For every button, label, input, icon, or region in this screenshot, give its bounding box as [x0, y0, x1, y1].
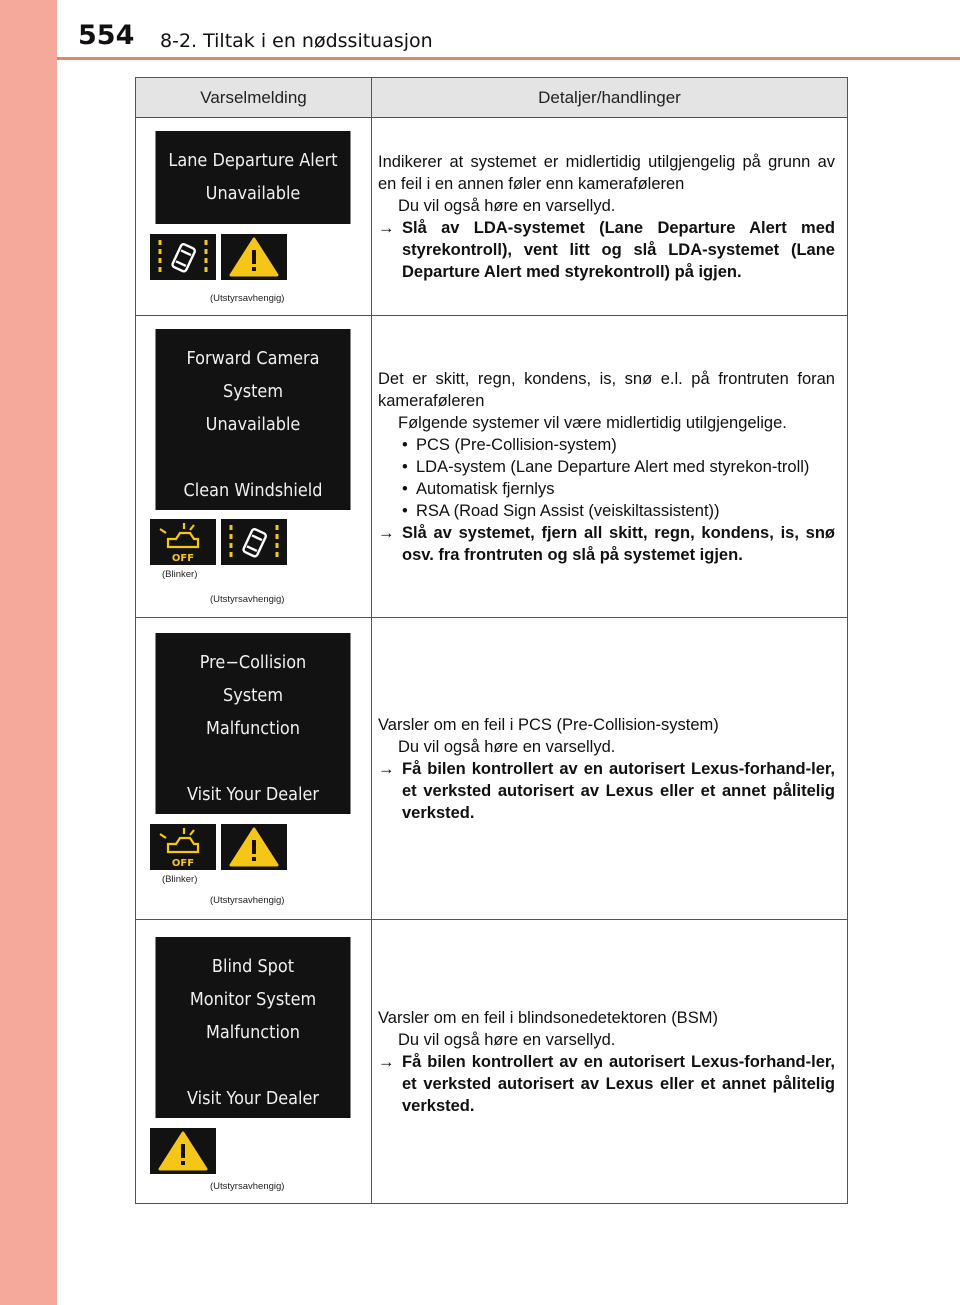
- details-text: Det er skitt, regn, kondens, is, snø e.l. på frontruten foran kameraføleren: [378, 369, 835, 410]
- page-side-band: [0, 0, 57, 1305]
- table-header-row: [136, 78, 848, 118]
- section-title: 8-2. Tiltak i en nødssituasjon: [160, 30, 433, 52]
- warning-image-cell: [136, 618, 372, 920]
- details-subtext: Du vil også høre en varsellyd.: [398, 196, 616, 215]
- action-text: → Slå av LDA-systemet (Lane Departure Alert med styrekontroll), vent litt og slå LDA-systemet (Lane Departure Alert med styrekontroll) på igjen.: [378, 218, 835, 281]
- arrow-icon: →: [378, 759, 395, 778]
- caption-equipment: (Utstyrsavhengig): [210, 293, 285, 304]
- warning-details-cell: [372, 920, 848, 1204]
- warning-details-cell: [372, 618, 848, 920]
- warning-image-cell: [136, 920, 372, 1204]
- warning-details-cell: [372, 118, 848, 316]
- caption-equipment: (Utstyrsavhengig): [210, 895, 285, 906]
- svg-text:OFF: OFF: [171, 858, 195, 869]
- caption-blinking: (Blinker): [162, 874, 198, 885]
- caption-blinking: (Blinker): [162, 569, 198, 580]
- arrow-icon: →: [378, 218, 395, 237]
- list-item: • LDA-system (Lane Departure Alert med styrekon-troll): [378, 456, 835, 478]
- display-message: Pre−Collision System Malfunction Visit Your Dealer: [155, 633, 350, 814]
- details-text: Indikerer at systemet er midlertidig utilgjengelig på grunn av en feil i en annen føler enn kameraføleren: [378, 152, 835, 193]
- table-row: [136, 118, 848, 316]
- header-rule: [57, 57, 960, 60]
- column-header-details: Detaljer/handlinger: [372, 78, 848, 118]
- action-text: → Få bilen kontrollert av en autorisert Lexus-forhand-ler, et verksted autorisert av Lexus eller et annet pålitelig verksted.: [378, 759, 835, 822]
- pcs-off-icon: [150, 519, 216, 565]
- lane-departure-icon: [150, 234, 216, 280]
- warning-image-cell: [136, 118, 372, 316]
- warning-triangle-icon: [221, 234, 287, 280]
- list-item: • RSA (Road Sign Assist (veiskiltassistent)): [378, 500, 835, 522]
- details-subtext: Du vil også høre en varsellyd.: [398, 1030, 616, 1049]
- warning-image-cell: [136, 316, 372, 618]
- display-message: Forward Camera System Unavailable Clean Windshield: [155, 329, 350, 510]
- table-row: [136, 920, 848, 1204]
- details-text: Varsler om en feil i blindsonedetektoren (BSM): [378, 1008, 718, 1027]
- arrow-icon: →: [378, 1052, 395, 1071]
- action-text: → Slå av systemet, fjern all skitt, regn, kondens, is, snø osv. fra frontruten og slå på systemet igjen.: [378, 523, 835, 564]
- warning-triangle-icon: [150, 1128, 216, 1174]
- column-header-warning: Varselmelding: [136, 78, 372, 118]
- arrow-icon: →: [378, 523, 395, 542]
- list-item: • PCS (Pre-Collision-system): [378, 434, 835, 456]
- system-list: [378, 434, 835, 522]
- details-subtext: Følgende systemer vil være midlertidig utilgjengelige.: [398, 413, 787, 432]
- caption-equipment: (Utstyrsavhengig): [210, 594, 285, 605]
- warning-triangle-icon: [221, 824, 287, 870]
- display-message: Blind Spot Monitor System Malfunction Visit Your Dealer: [155, 937, 350, 1118]
- warning-details-cell: [372, 316, 848, 618]
- caption-equipment: (Utstyrsavhengig): [210, 1181, 285, 1192]
- pcs-off-icon: [150, 824, 216, 870]
- svg-text:OFF: OFF: [171, 553, 195, 564]
- lane-departure-icon: [221, 519, 287, 565]
- details-subtext: Du vil også høre en varsellyd.: [398, 737, 616, 756]
- display-message: Lane Departure Alert Unavailable: [155, 131, 350, 224]
- page-number: 554: [78, 20, 135, 51]
- warning-table: [135, 77, 848, 1204]
- action-text: → Få bilen kontrollert av en autorisert Lexus-forhand-ler, et verksted autorisert av Lexus eller et annet pålitelig verksted.: [378, 1052, 835, 1115]
- list-item: • Automatisk fjernlys: [378, 478, 835, 500]
- table-row: [136, 618, 848, 920]
- details-text: Varsler om en feil i PCS (Pre-Collision-system): [378, 715, 719, 734]
- table-row: [136, 316, 848, 618]
